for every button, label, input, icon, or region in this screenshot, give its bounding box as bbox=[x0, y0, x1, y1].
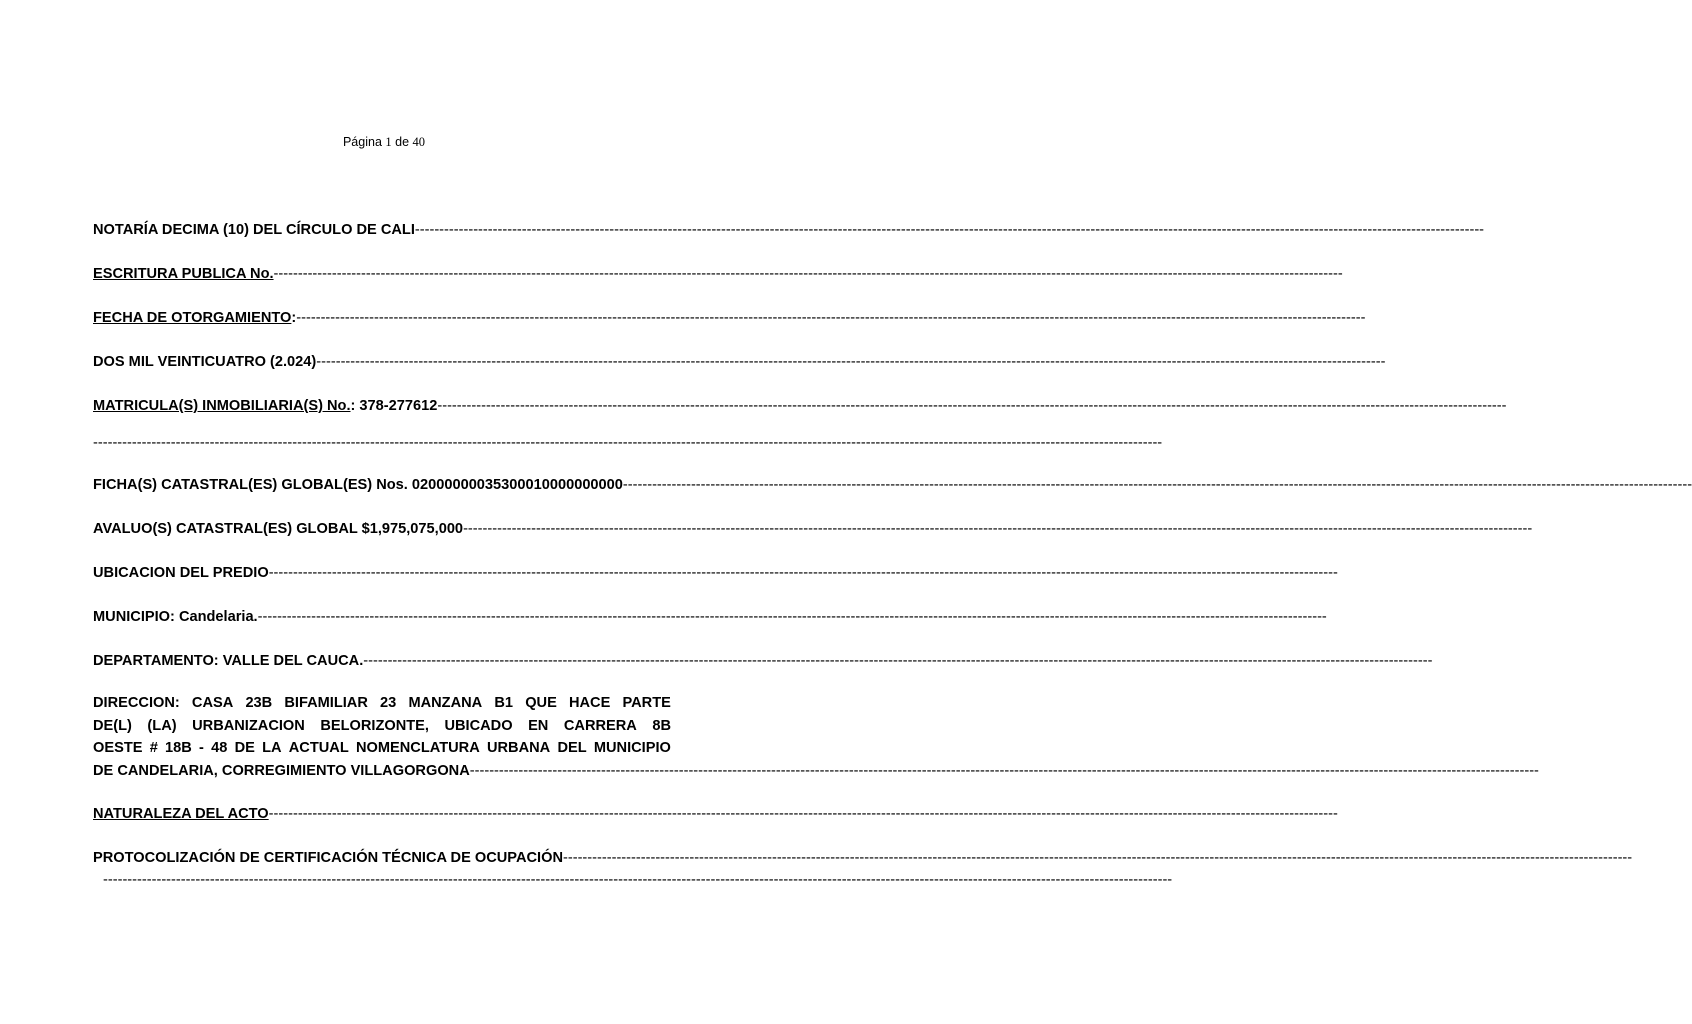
word: PARTE bbox=[622, 695, 671, 711]
word: UBICADO bbox=[444, 717, 513, 734]
direccion-row bbox=[93, 737, 671, 760]
dash-fill: ---------------------------------------------------------------------------------------------------------------------------------------------------------------------------------------------------------------------------- bbox=[414, 222, 1485, 238]
word: 8B bbox=[652, 717, 671, 734]
dash-fill: ---------------------------------------------------------------------------------------------------------------------------------------------------------------------------------------------------------------------------- bbox=[268, 565, 1338, 581]
direccion-row bbox=[93, 760, 1539, 783]
word: DE(L) bbox=[93, 717, 132, 734]
naturaleza-line bbox=[93, 803, 1338, 825]
dash-fill: ---------------------------------------------------------------------------------------------------------------------------------------------------------------------------------------------------------------------------- bbox=[103, 872, 1173, 888]
word: DEL bbox=[557, 740, 587, 756]
page-word: Página bbox=[342, 135, 382, 149]
departamento-text: DEPARTAMENTO: VALLE DEL CAUCA. bbox=[93, 653, 364, 669]
direccion-row bbox=[93, 692, 671, 715]
word: HACE bbox=[568, 695, 611, 711]
word: URBANIZACION bbox=[192, 717, 305, 734]
avaluo-line bbox=[93, 518, 1533, 540]
fecha-label: FECHA DE OTORGAMIENTO bbox=[93, 310, 292, 326]
ficha-text: FICHA(S) CATASTRAL(ES) GLOBAL(ES) Nos. 02000000035300010000000000 bbox=[93, 477, 623, 493]
word: DE bbox=[234, 740, 255, 756]
ubicacion-line bbox=[93, 562, 1338, 584]
dash-fill: ---------------------------------------------------------------------------------------------------------------------------------------------------------------------------------------------------------------------------- bbox=[363, 653, 1433, 669]
dash-fill: ---------------------------------------------------------------------------------------------------------------------------------------------------------------------------------------------------------------------------- bbox=[296, 310, 1366, 326]
dash-fill: ---------------------------------------------------------------------------------------------------------------------------------------------------------------------------------------------------------------------------- bbox=[257, 609, 1327, 625]
direccion-row bbox=[93, 715, 671, 738]
word: 23 bbox=[380, 695, 397, 711]
page-header bbox=[0, 135, 768, 150]
word: LA bbox=[262, 740, 282, 756]
separator-line bbox=[93, 432, 1163, 454]
of-word: de bbox=[395, 135, 410, 149]
dash-fill: ---------------------------------------------------------------------------------------------------------------------------------------------------------------------------------------------------------------------------- bbox=[273, 266, 1343, 282]
word: # bbox=[149, 740, 158, 756]
word: 18B bbox=[165, 740, 192, 756]
word: 23B bbox=[245, 695, 273, 711]
word: CASA bbox=[191, 695, 234, 711]
word: EN bbox=[528, 717, 549, 734]
word: DIRECCION: bbox=[93, 695, 180, 711]
matricula-value: : 378-277612 bbox=[350, 398, 438, 414]
matricula-line bbox=[93, 395, 1507, 417]
municipio-line bbox=[93, 606, 1327, 628]
dash-fill: ---------------------------------------------------------------------------------------------------------------------------------------------------------------------------------------------------------------------------- bbox=[268, 806, 1338, 822]
ficha-line bbox=[93, 474, 1692, 496]
avaluo-text: AVALUO(S) CATASTRAL(ES) GLOBAL $1,975,075,000 bbox=[93, 521, 464, 537]
word: NOMENCLATURA bbox=[355, 740, 480, 756]
dash-fill: ---------------------------------------------------------------------------------------------------------------------------------------------------------------------------------------------------------------------------- bbox=[93, 435, 1163, 451]
dash-fill: ---------------------------------------------------------------------------------------------------------------------------------------------------------------------------------------------------------------------------- bbox=[437, 398, 1507, 414]
word: QUE bbox=[525, 695, 557, 711]
ubicacion-text: UBICACION DEL PREDIO bbox=[93, 565, 269, 581]
protocolizacion-text: PROTOCOLIZACIÓN DE CERTIFICACIÓN TÉCNICA DE OCUPACIÓN bbox=[93, 850, 563, 866]
word: BIFAMILIAR bbox=[284, 695, 368, 711]
word: 48 bbox=[211, 740, 228, 756]
fecha-colon: : bbox=[291, 310, 297, 326]
protocolizacion-line bbox=[93, 847, 1633, 869]
year-line bbox=[93, 351, 1386, 373]
escritura-line bbox=[93, 263, 1343, 285]
notaria-line bbox=[93, 219, 1485, 241]
trailing-dash-line bbox=[103, 869, 1173, 891]
escritura-number: No. bbox=[250, 266, 274, 282]
page-total: 40 bbox=[412, 135, 426, 149]
fecha-line bbox=[93, 307, 1366, 329]
notaria-text: NOTARÍA DECIMA (10) DEL CÍRCULO DE CALI bbox=[93, 222, 415, 238]
dash-fill: ---------------------------------------------------------------------------------------------------------------------------------------------------------------------------------------------------------------------------- bbox=[562, 850, 1633, 866]
dash-fill: ---------------------------------------------------------------------------------------------------------------------------------------------------------------------------------------------------------------------------- bbox=[316, 354, 1386, 370]
word: DE CANDELARIA, CORREGIMIENTO VILLAGORGONA bbox=[93, 762, 470, 779]
matricula-label: MATRICULA(S) INMOBILIARIA(S) No. bbox=[93, 398, 351, 414]
word: MANZANA bbox=[408, 695, 483, 711]
municipio-text: MUNICIPIO: Candelaria. bbox=[93, 609, 258, 625]
dash-fill: ---------------------------------------------------------------------------------------------------------------------------------------------------------------------------------------------------------------------------- bbox=[463, 521, 1533, 537]
departamento-line bbox=[93, 650, 1433, 672]
word: ACTUAL bbox=[288, 740, 349, 756]
word: (LA) bbox=[147, 717, 177, 734]
word: CARRERA bbox=[563, 717, 637, 734]
year-text: DOS MIL VEINTICUATRO (2.024) bbox=[93, 354, 317, 370]
word: B1 bbox=[494, 695, 514, 711]
word: URBANA bbox=[486, 740, 551, 756]
naturaleza-label: NATURALEZA DEL ACTO bbox=[93, 806, 269, 822]
escritura-label: ESCRITURA PUBLICA bbox=[93, 266, 251, 282]
direccion-paragraph bbox=[93, 692, 1539, 782]
word: - bbox=[199, 740, 204, 756]
word: MUNICIPIO bbox=[593, 740, 671, 756]
page-number: 1 bbox=[385, 135, 392, 149]
word: OESTE bbox=[93, 740, 143, 756]
dash-fill: ---------------------------------------------------------------------------------------------------------------------------------------------------------------------------------------------------------------------------- bbox=[469, 762, 1539, 779]
word: BELORIZONTE, bbox=[320, 717, 429, 734]
dash-fill: ---------------------------------------------------------------------------------------------------------------------------------------------------------------------------------------------------------------------------- bbox=[622, 477, 1692, 493]
